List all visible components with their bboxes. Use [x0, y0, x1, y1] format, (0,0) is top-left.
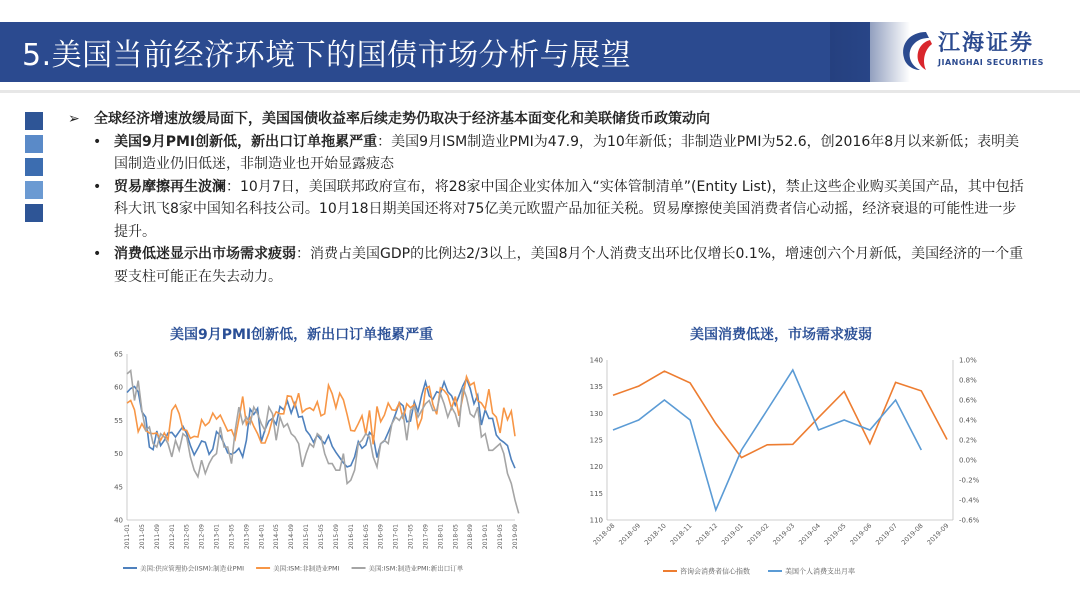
bullet-item: [68, 243, 1028, 288]
series-line: [613, 371, 947, 457]
bullet-text: ：消费占美国GDP的比例达2/3以上，美国8月个人消费支出环比仅增长0.1%，增速创六个月新低，美国经济的一个重要支柱可能正在失去动力。: [114, 246, 1024, 285]
right-tick-label: -0.2%: [959, 476, 980, 485]
series-line: [127, 377, 515, 445]
x-tick-label: 2012-01: [168, 524, 176, 550]
consumption-line-chart: [585, 348, 1005, 588]
content-block: [68, 108, 1028, 288]
pmi-chart-title: 美国9月PMI创新低，新出口订单拖累严重: [170, 327, 434, 343]
x-tick-label: 2013-05: [228, 524, 236, 550]
legend-label: 美国个人消费支出月率: [785, 567, 855, 576]
x-tick-label: 2014-09: [288, 524, 296, 550]
y-tick-label: 40: [114, 516, 123, 525]
x-tick-label: 2014-05: [273, 524, 281, 550]
left-tick-label: 125: [589, 436, 603, 445]
bullet-text: ：美国9月ISM制造业PMI为47.9，为10年新低；非制造业PMI为52.6，创2016年8月以来新低；表明美国制造业仍旧低迷，非制造业也开始显露疲态: [114, 133, 1020, 172]
company-logo: [896, 28, 1066, 74]
x-tick-label: 2013-09: [243, 524, 251, 550]
left-tick-label: 110: [589, 516, 603, 525]
y-tick-label: 65: [114, 350, 123, 359]
left-tick-label: 130: [589, 409, 603, 418]
bullet-item: [68, 176, 1028, 244]
x-tick-label: 2019-05: [497, 524, 505, 550]
arrow-bullet-icon: ➢: [68, 111, 80, 127]
x-tick-label: 2015-09: [332, 524, 340, 550]
x-tick-label: 2016-01: [347, 524, 355, 550]
right-tick-label: 1.0%: [959, 356, 977, 365]
bullet-dot-icon: •: [93, 246, 102, 262]
x-tick-label: 2018-01: [437, 524, 445, 550]
right-tick-label: -0.4%: [959, 496, 980, 505]
page-title: 5.美国当前经济环境下的国债市场分析与展望: [22, 38, 632, 73]
x-tick-label: 2018-09: [617, 521, 643, 547]
x-tick-label: 2018-05: [452, 524, 460, 550]
bullet-lead: 美国9月PMI创新低，新出口订单拖累严重: [114, 133, 378, 150]
logo-english: JIANGHAI SECURITIES: [938, 58, 1044, 67]
bullet-text: ：10月7日，美国联邦政府宣布，将28家中国企业实体加入“实体管制清单”(Entity List)，禁止这些企业购买美国产品，其中包括科大讯飞8家中国知名科技公司。10月18日期美国还将对75亿美元欧盟产品加征关税。贸易摩擦使美国消费者信心动摇，经济衰退的可能性进一步提升。: [114, 178, 1024, 240]
bullet-item: [68, 131, 1028, 176]
pmi-line-chart: [105, 348, 525, 588]
x-tick-label: 2017-05: [407, 524, 415, 550]
bullet-dot-icon: •: [93, 178, 102, 195]
x-tick-label: 2018-12: [694, 521, 720, 547]
x-tick-label: 2015-05: [318, 524, 325, 550]
logo-chinese: 江海证券: [938, 31, 1035, 56]
side-square: [25, 181, 43, 199]
right-tick-label: 0.0%: [959, 456, 977, 465]
left-tick-label: 120: [589, 463, 603, 472]
right-tick-label: 0.4%: [959, 416, 977, 425]
x-tick-label: 2019-04: [797, 521, 822, 547]
x-tick-label: 2011-01: [124, 524, 131, 550]
right-tick-label: 0.8%: [959, 376, 977, 385]
left-tick-label: 140: [589, 356, 603, 365]
x-tick-label: 2019-08: [899, 521, 925, 547]
x-tick-label: 2011-05: [138, 524, 146, 550]
bullet-dot-icon: •: [93, 133, 102, 150]
y-tick-label: 55: [114, 416, 123, 425]
side-square: [25, 204, 43, 222]
x-tick-label: 2018-11: [668, 521, 694, 547]
side-square: [25, 112, 43, 130]
right-tick-label: -0.6%: [959, 516, 980, 525]
headline-text: 全球经济增速放缓局面下，美国国债收益率后续走势仍取决于经济基本面变化和美联储货币政策动向: [94, 111, 710, 127]
jianghai-logo-icon: [896, 28, 936, 72]
side-square-column: [25, 112, 43, 227]
x-tick-label: 2019-01: [482, 524, 490, 550]
x-tick-label: 2015-01: [303, 524, 311, 550]
y-tick-label: 45: [114, 483, 123, 492]
x-tick-label: 2017-01: [392, 524, 400, 550]
x-tick-label: 2018-08: [591, 521, 617, 547]
x-tick-label: 2019-01: [720, 521, 745, 547]
header-divider: [0, 90, 1080, 93]
y-tick-label: 60: [114, 383, 123, 392]
legend-label: 咨询会消费者信心指数: [680, 567, 750, 576]
side-square: [25, 135, 43, 153]
x-tick-label: 2016-05: [362, 524, 370, 550]
right-tick-label: 0.2%: [959, 436, 977, 445]
x-tick-label: 2019-07: [874, 521, 900, 547]
left-tick-label: 135: [589, 383, 603, 392]
x-tick-label: 2019-09: [512, 524, 519, 550]
bullet-lead: 消费低迷显示出市场需求疲弱: [114, 246, 296, 262]
x-tick-label: 2019-06: [848, 521, 874, 547]
x-tick-label: 2013-01: [213, 524, 221, 550]
legend-label: 美国:ISM:非制造业PMI: [273, 564, 340, 573]
x-tick-label: 2019-02: [745, 521, 771, 547]
x-tick-label: 2016-09: [377, 524, 385, 550]
consumption-chart-title: 美国消费低迷，市场需求疲弱: [690, 327, 872, 343]
legend-label: 美国:ISM:制造业PMI:新出口订单: [368, 564, 464, 573]
x-tick-label: 2014-01: [258, 524, 266, 550]
y-tick-label: 50: [114, 450, 123, 459]
x-tick-label: 2018-10: [642, 521, 668, 547]
x-tick-label: 2012-05: [183, 524, 191, 550]
series-line: [127, 379, 515, 469]
x-tick-label: 2018-09: [467, 524, 475, 550]
x-tick-label: 2019-03: [771, 521, 797, 547]
left-tick-label: 115: [589, 489, 603, 498]
bullet-lead: 贸易摩擦再生波澜: [114, 178, 226, 195]
x-tick-label: 2019-09: [925, 521, 951, 547]
x-tick-label: 2019-05: [822, 521, 848, 547]
x-tick-label: 2011-09: [153, 524, 161, 550]
x-tick-label: 2012-09: [198, 524, 206, 550]
right-tick-label: 0.6%: [959, 396, 977, 405]
legend-label: 美国:供应管理协会(ISM):制造业PMI: [140, 564, 245, 573]
side-square: [25, 158, 43, 176]
series-line: [613, 370, 921, 510]
headline: [68, 108, 1028, 131]
x-tick-label: 2017-09: [422, 524, 430, 550]
